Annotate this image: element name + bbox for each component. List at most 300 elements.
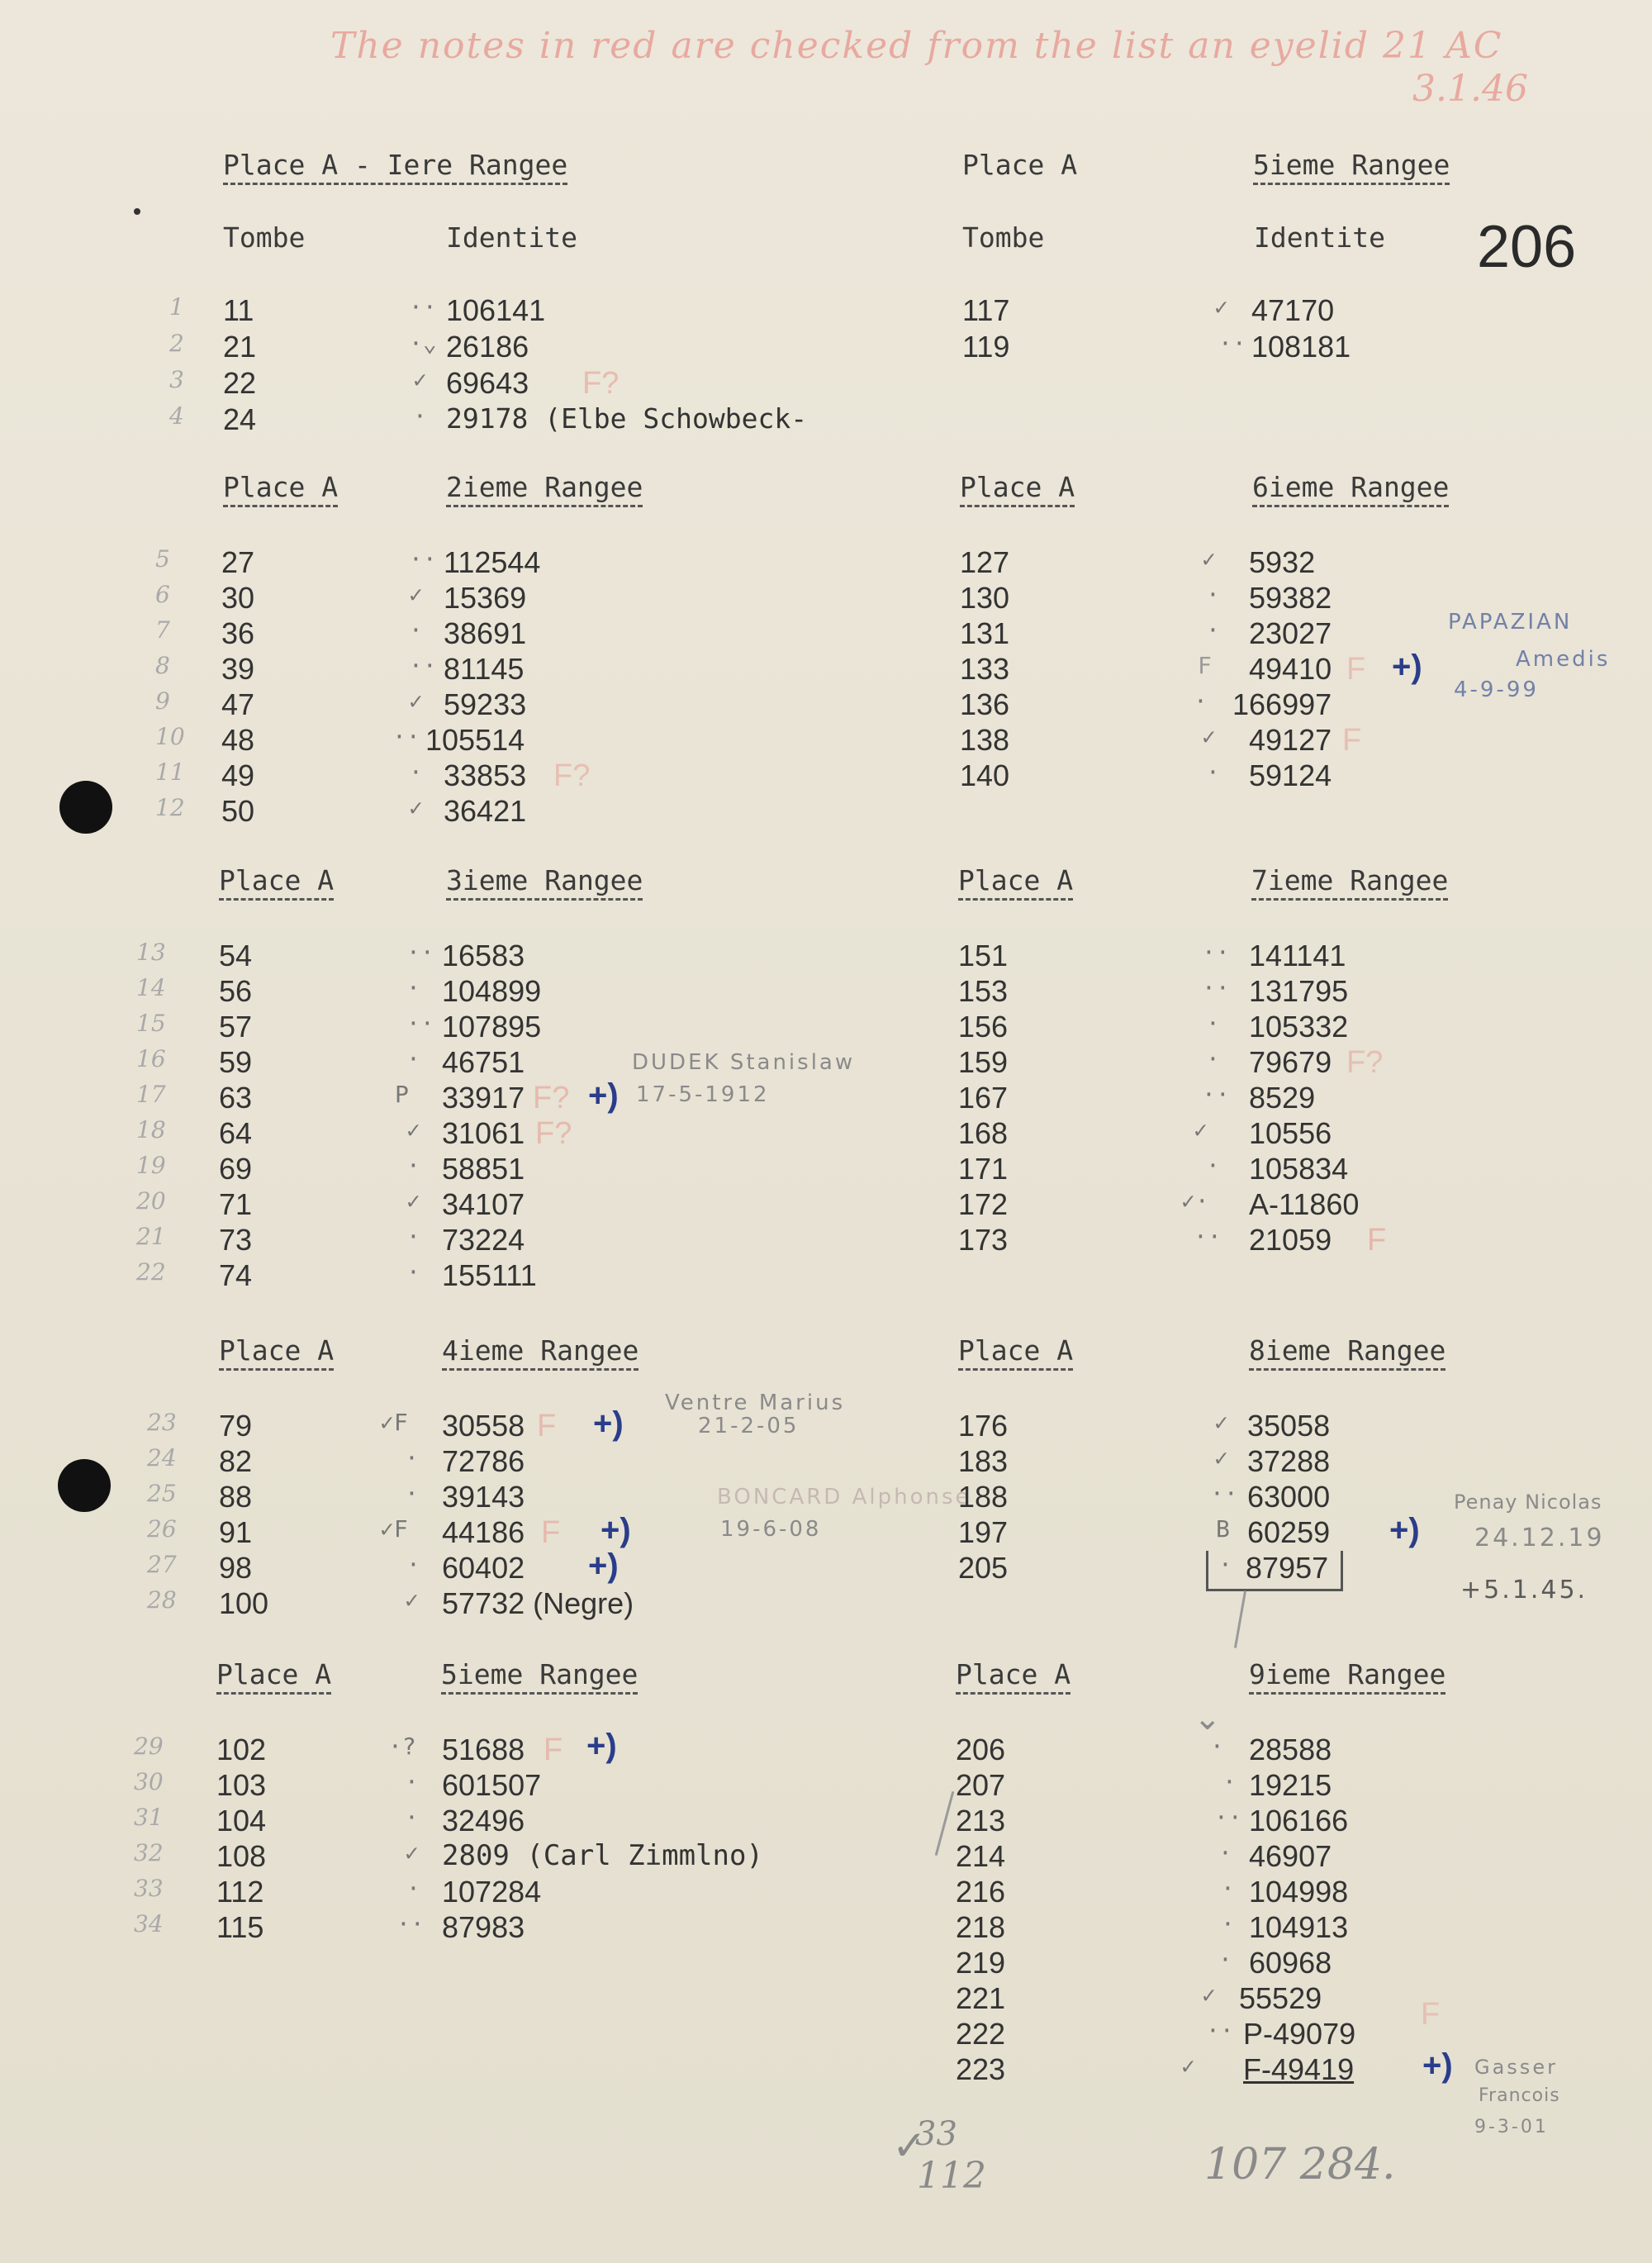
tombe-number: 64 <box>219 1116 253 1150</box>
check-mark: ✓ <box>1202 1981 1216 2009</box>
tombe-number: 172 <box>958 1187 1009 1221</box>
check-mark: · <box>405 1804 419 1831</box>
check-mark: ✓ <box>1214 293 1228 321</box>
identite-number: 10556 <box>1249 1116 1332 1150</box>
section-title <box>962 149 1450 181</box>
ink-dot <box>134 208 140 215</box>
tombe-number: 54 <box>219 939 253 972</box>
identite-number: 35058 <box>1247 1409 1331 1443</box>
identite-number: 107895 <box>442 1010 542 1044</box>
tombe-number: 24 <box>223 402 257 436</box>
identite-number: 87957 <box>1246 1551 1329 1585</box>
identite-number: 8529 <box>1249 1081 1316 1115</box>
deceased-cross: +) <box>1389 1512 1420 1548</box>
check-mark: ✓ <box>1202 723 1216 750</box>
identite-number: 131795 <box>1249 974 1349 1008</box>
row-index: 28 <box>147 1586 177 1614</box>
check-mark: ✓ <box>405 1586 419 1614</box>
place-label: Place A <box>223 471 338 507</box>
row-index: 24 <box>147 1444 177 1471</box>
identite-number: 38691 <box>444 616 527 650</box>
rangee-label: 4ieme Rangee <box>442 1334 638 1371</box>
tombe-number: 206 <box>956 1733 1006 1766</box>
tombe-number: 36 <box>221 616 255 650</box>
row-index: 12 <box>155 794 185 821</box>
tombe-number: 100 <box>219 1586 269 1620</box>
tombe-number: 173 <box>958 1223 1009 1257</box>
red-f-mark: F <box>537 1409 557 1443</box>
tombe-number: 22 <box>223 366 257 400</box>
check-mark: ✓ <box>1194 1116 1208 1143</box>
check-mark: ✓ <box>413 366 427 393</box>
check-mark: ·· <box>406 939 434 966</box>
tombe-number: 167 <box>958 1081 1009 1115</box>
identite-number: 105332 <box>1249 1010 1349 1044</box>
tombe-number: 117 <box>962 293 1010 327</box>
check-mark: ✓ <box>409 687 423 715</box>
tombe-number: 219 <box>956 1946 1006 1980</box>
pencil-name-gasser: Gasser <box>1474 2056 1558 2079</box>
identite-number: 104998 <box>1249 1875 1349 1909</box>
identite-number: 155111 <box>442 1258 537 1292</box>
identite-number: 34107 <box>442 1187 525 1221</box>
red-f-mark: F? <box>582 366 620 401</box>
tombe-number: 183 <box>958 1444 1009 1478</box>
pencil-check-mark: ✓ <box>892 2122 929 2170</box>
pencil-name-dudek: DUDEK Stanislaw <box>632 1050 856 1075</box>
identite-number: 39143 <box>442 1480 525 1514</box>
tombe-number: 115 <box>216 1910 264 1944</box>
row-index: 3 <box>169 366 184 393</box>
check-mark: · <box>1218 1551 1232 1578</box>
tombe-number: 218 <box>956 1910 1006 1944</box>
check-mark: · <box>409 616 423 644</box>
identite-number: 59124 <box>1249 758 1332 792</box>
place-label: Place A <box>219 864 334 901</box>
check-mark: ✓F <box>380 1409 408 1436</box>
pencil-date-papazian: 4-9-99 <box>1454 677 1539 702</box>
tombe-number: 56 <box>219 974 253 1008</box>
rangee-label: 7ieme Rangee <box>1251 864 1448 901</box>
tombe-number: 188 <box>958 1480 1009 1514</box>
rangee-label: 3ieme Rangee <box>446 864 643 901</box>
identite-number: 37288 <box>1247 1444 1331 1478</box>
red-f-mark: F? <box>533 1081 570 1115</box>
identite-number: 81145 <box>444 652 525 686</box>
check-mark: ·· <box>409 293 437 321</box>
place-label: Place A <box>958 1334 1073 1371</box>
identite-number: 36421 <box>444 794 527 828</box>
identite-number: 59233 <box>444 687 527 721</box>
check-mark: ·· <box>1210 1480 1238 1507</box>
identite-number: 107284 <box>442 1875 542 1909</box>
identite-with-name: 29178 (Elbe Schowbeck- <box>446 402 808 435</box>
red-f-mark: F <box>1346 652 1366 687</box>
check-mark: F <box>1198 652 1212 679</box>
tombe-number: 156 <box>958 1010 1009 1044</box>
red-f-mark: F? <box>535 1116 572 1151</box>
identite-number: 21059 <box>1249 1223 1332 1257</box>
tombe-number: 223 <box>956 2052 1006 2086</box>
identite-number: 63000 <box>1247 1480 1331 1514</box>
place-label: Place A <box>956 1658 1070 1695</box>
identite-number: 87983 <box>442 1910 525 1944</box>
deceased-cross: +) <box>1422 2047 1453 2084</box>
tombe-number: 59 <box>219 1045 253 1079</box>
tombe-number: 104 <box>216 1804 267 1837</box>
check-mark: ·· <box>1206 2017 1234 2044</box>
tombe-number: 39 <box>221 652 255 686</box>
identite-number: F-49419 <box>1243 2052 1355 2086</box>
identite-number: 601507 <box>442 1768 542 1802</box>
check-mark: · <box>409 758 423 786</box>
check-mark: · <box>406 1223 420 1250</box>
section-title <box>223 471 643 507</box>
check-mark: ·· <box>1202 974 1230 1001</box>
check-mark: · <box>1222 1768 1237 1795</box>
tombe-number: 30 <box>221 581 255 615</box>
check-mark: ✓ <box>1214 1444 1228 1471</box>
identite-number: 5932 <box>1249 545 1316 579</box>
check-mark: · <box>1206 1152 1220 1179</box>
identite-number: A-11860 <box>1249 1187 1360 1221</box>
pencil-date-boncard: 19-6-08 <box>720 1517 822 1542</box>
check-mark: ✓ <box>409 794 423 821</box>
tombe-number: 153 <box>958 974 1009 1008</box>
identite-number: 26186 <box>446 330 529 364</box>
row-index: 25 <box>147 1480 177 1507</box>
row-index: 34 <box>134 1910 164 1937</box>
row-index: 11 <box>155 758 185 786</box>
page-number: 206 <box>1477 214 1577 280</box>
pencil-name-penay: Penay Nicolas <box>1454 1490 1602 1514</box>
row-index: 26 <box>147 1515 177 1543</box>
identite-with-note: 57732 (Negre) <box>442 1586 634 1620</box>
identite-number: 33917 <box>442 1081 525 1115</box>
bottom-note-112: 112 <box>917 2155 986 2197</box>
identite-number: 15369 <box>444 581 527 615</box>
pencil-death-penay: +5.1.45. <box>1460 1576 1588 1605</box>
check-mark: · <box>1221 1875 1235 1902</box>
boxed-entry-outline <box>1206 1551 1343 1591</box>
tombe-number: 69 <box>219 1152 253 1186</box>
section-title <box>216 1658 638 1695</box>
identite-number: 69643 <box>446 366 529 400</box>
tombe-number: 91 <box>219 1515 253 1549</box>
rangee-label: 5ieme Rangee <box>441 1658 638 1695</box>
row-index: 22 <box>136 1258 166 1286</box>
identite-number: 28588 <box>1249 1733 1332 1766</box>
identite-number: 104913 <box>1249 1910 1349 1944</box>
row-index: 15 <box>136 1010 166 1037</box>
identite-number: 49410 <box>1249 652 1332 686</box>
check-mark: · <box>1206 1010 1220 1037</box>
top-note-date: 3.1.46 <box>1412 68 1528 110</box>
tombe-number: 127 <box>960 545 1010 579</box>
check-mark: P <box>395 1081 409 1108</box>
check-mark: ·· <box>409 652 437 679</box>
red-f-mark: F <box>1342 723 1362 758</box>
row-index: 1 <box>169 293 184 321</box>
tombe-number: 207 <box>956 1768 1006 1802</box>
identite-number: 105514 <box>425 723 525 757</box>
check-mark: B <box>1216 1515 1230 1543</box>
red-f-mark: F? <box>1346 1045 1384 1080</box>
red-f-mark: F <box>541 1515 561 1550</box>
row-index: 29 <box>134 1733 164 1760</box>
identite-number: 31061 <box>442 1116 525 1150</box>
identite-number: 60968 <box>1249 1946 1332 1980</box>
check-mark: ·· <box>396 1910 425 1937</box>
tombe-number: 73 <box>219 1223 253 1257</box>
deceased-cross: +) <box>588 1077 619 1114</box>
check-mark: ·? <box>388 1733 416 1760</box>
deceased-cross: +) <box>588 1547 619 1584</box>
section-title <box>958 864 1449 901</box>
check-mark: · <box>413 402 427 430</box>
tombe-number: 119 <box>962 330 1010 364</box>
identite-number: 47170 <box>1251 293 1335 327</box>
tombe-number: 171 <box>958 1152 1009 1186</box>
check-mark: ✓ <box>406 1187 420 1215</box>
red-f-mark: F? <box>553 758 591 793</box>
tombe-number: 98 <box>219 1551 253 1585</box>
tombe-number: 131 <box>960 616 1010 650</box>
tombe-number: 50 <box>221 794 255 828</box>
pencil-date-penay: 24.12.19 <box>1474 1524 1605 1552</box>
punch-hole-bottom <box>58 1459 111 1512</box>
tombe-number: 27 <box>221 545 255 579</box>
deceased-cross: +) <box>601 1512 631 1548</box>
check-mark: · <box>1218 1839 1232 1866</box>
row-index: 21 <box>136 1223 166 1250</box>
check-mark: ✓ <box>1214 1409 1228 1436</box>
check-mark: · <box>406 1875 420 1902</box>
pencil-date-ventre: 21-2-05 <box>698 1414 800 1438</box>
section-title <box>223 149 567 185</box>
check-mark: · <box>405 1768 419 1795</box>
check-mark: ✓ <box>405 1839 419 1866</box>
identite-number: 23027 <box>1249 616 1332 650</box>
check-mark: · <box>405 1480 419 1507</box>
identite-number: 59382 <box>1249 581 1332 615</box>
tombe-number: 71 <box>219 1187 253 1221</box>
identite-number: 108181 <box>1251 330 1351 364</box>
rangee-label: 2ieme Rangee <box>446 471 643 507</box>
section-title <box>219 864 643 901</box>
tombe-number: 57 <box>219 1010 253 1044</box>
row-index: 23 <box>147 1409 177 1436</box>
check-mark: · <box>1210 1733 1224 1760</box>
check-mark: ✓ <box>406 1116 420 1143</box>
top-handwritten-note: The notes in red are checked from the list an eyelid 21 AC <box>330 25 1503 67</box>
row-index: 6 <box>155 581 170 608</box>
row-index: 31 <box>134 1804 164 1831</box>
identite-number: 141141 <box>1249 939 1346 972</box>
tombe-number: 130 <box>960 581 1010 615</box>
tombe-number: 197 <box>958 1515 1009 1549</box>
tombe-number: 102 <box>216 1733 267 1766</box>
check-mark: · <box>406 1258 420 1286</box>
row-index: 30 <box>134 1768 164 1795</box>
punch-hole-top <box>59 781 112 834</box>
col-header-identite: Identite <box>446 221 577 254</box>
identite-number: 33853 <box>444 758 527 792</box>
check-mark: · <box>406 1152 420 1179</box>
row-index: 2 <box>169 330 184 357</box>
identite-with-name: 2809 (Carl Zimmlno) <box>442 1839 763 1872</box>
tombe-number: 159 <box>958 1045 1009 1079</box>
identite-number: 106141 <box>446 293 546 327</box>
identite-number: 46751 <box>442 1045 525 1079</box>
check-mark: · <box>1206 1045 1220 1072</box>
tombe-number: 88 <box>219 1480 253 1514</box>
tombe-number: 213 <box>956 1804 1006 1837</box>
col-header-tombe: Tombe <box>223 221 306 254</box>
check-mark: · <box>406 974 420 1001</box>
pencil-date-dudek: 17-5-1912 <box>636 1082 770 1107</box>
tombe-number: 168 <box>958 1116 1009 1150</box>
check-mark: · <box>1206 581 1220 608</box>
tombe-number: 103 <box>216 1768 267 1802</box>
place-label: Place A <box>216 1658 331 1695</box>
identite-number: 55529 <box>1239 1981 1322 2015</box>
check-mark: ·· <box>409 545 437 573</box>
identite-number: 46907 <box>1249 1839 1332 1873</box>
tombe-number: 112 <box>216 1875 264 1909</box>
check-mark: · <box>1194 687 1208 715</box>
section-title <box>219 1334 639 1371</box>
tombe-number: 108 <box>216 1839 267 1873</box>
rangee-label: 5ieme Rangee <box>1253 149 1450 185</box>
deceased-cross: +) <box>586 1728 617 1764</box>
check-mark: ·· <box>1214 1804 1242 1831</box>
row-index: 16 <box>136 1045 166 1072</box>
row-index: 5 <box>155 545 170 573</box>
pencil-first-papazian: Amedis <box>1516 647 1611 672</box>
row-index: 33 <box>134 1875 164 1902</box>
identite-number: 30558 <box>442 1409 525 1443</box>
tombe-number: 48 <box>221 723 255 757</box>
col-header-tombe: Tombe <box>962 221 1045 254</box>
tombe-number: 63 <box>219 1081 253 1115</box>
identite-number: P-49079 <box>1243 2017 1356 2051</box>
identite-number: 58851 <box>442 1152 525 1186</box>
tombe-number: 214 <box>956 1839 1006 1873</box>
identite-number: 104899 <box>442 974 542 1008</box>
check-mark: ·· <box>392 723 420 750</box>
identite-number: 166997 <box>1232 687 1332 721</box>
pencil-first-gasser: Francois <box>1479 2085 1560 2106</box>
red-f-mark: F <box>1367 1223 1387 1257</box>
check-mark: · <box>1206 616 1220 644</box>
place-label: Place A <box>958 864 1073 901</box>
identite-number: 105834 <box>1249 1152 1349 1186</box>
row-index: 14 <box>136 974 166 1001</box>
check-mark: ✓ <box>1181 2052 1195 2080</box>
row-index: 10 <box>155 723 185 750</box>
identite-number: 106166 <box>1249 1804 1349 1837</box>
check-mark: ✓ <box>1202 545 1216 573</box>
row-index: 9 <box>155 687 170 715</box>
pencil-stroke <box>1234 1590 1246 1647</box>
row-index: 19 <box>136 1152 166 1179</box>
row-index: 8 <box>155 652 170 679</box>
check-mark: · <box>406 1551 420 1578</box>
row-index: 4 <box>169 402 184 430</box>
identite-number: 79679 <box>1249 1045 1332 1079</box>
red-f-mark: F <box>544 1733 563 1767</box>
check-mark: ·· <box>1194 1223 1222 1250</box>
section-title <box>958 1334 1446 1371</box>
deceased-cross: +) <box>1392 649 1422 685</box>
bottom-note-total: 107 284. <box>1204 2140 1396 2189</box>
tombe-number: 82 <box>219 1444 253 1478</box>
tombe-number: 221 <box>956 1981 1006 2015</box>
row-index: 17 <box>136 1081 166 1108</box>
identite-number: 32496 <box>442 1804 525 1837</box>
tombe-number: 205 <box>958 1551 1009 1585</box>
tombe-number: 136 <box>960 687 1010 721</box>
tombe-number: 21 <box>223 330 257 364</box>
pencil-name-ventre: Ventre Marius <box>665 1391 846 1415</box>
identite-number: 112544 <box>444 545 541 579</box>
tombe-number: 151 <box>958 939 1009 972</box>
identite-number: 49127 <box>1249 723 1332 757</box>
check-mark: · <box>1206 758 1220 786</box>
tombe-number: 176 <box>958 1409 1009 1443</box>
tombe-number: 140 <box>960 758 1010 792</box>
check-mark: · <box>1221 1910 1235 1937</box>
pencil-date-gasser: 9-3-01 <box>1474 2117 1549 2137</box>
check-mark: ✓ <box>409 581 423 608</box>
check-mark: · <box>1218 1946 1232 1973</box>
check-mark: ·· <box>1202 939 1230 966</box>
row-index: 13 <box>136 939 166 966</box>
identite-number: 73224 <box>442 1223 525 1257</box>
rangee-label: 9ieme Rangee <box>1249 1658 1446 1695</box>
rangee-label: 6ieme Rangee <box>1252 471 1449 507</box>
row-index: 27 <box>147 1551 177 1578</box>
pencil-name-papazian: PAPAZIAN <box>1448 610 1573 635</box>
pencil-stroke <box>935 1791 955 1856</box>
tombe-number: 11 <box>223 293 254 327</box>
pencil-name-boncard: BONCARD Alphonse <box>717 1485 971 1509</box>
identite-number: 44186 <box>442 1515 525 1549</box>
check-mark: ·· <box>1218 330 1246 357</box>
check-mark: ✓· <box>1181 1187 1209 1215</box>
identite-number: 51688 <box>442 1733 525 1766</box>
place-label: Place A <box>219 1334 334 1371</box>
check-mark: · <box>405 1444 419 1471</box>
check-mark: · <box>406 1045 420 1072</box>
place-label: Place A - Iere Rangee <box>223 149 567 185</box>
identite-number: 19215 <box>1249 1768 1332 1802</box>
check-mark: ·⌄ <box>409 330 437 357</box>
row-index: 7 <box>155 616 170 644</box>
tombe-number: 222 <box>956 2017 1006 2051</box>
check-mark: ✓F <box>380 1515 408 1543</box>
tombe-number: 47 <box>221 687 255 721</box>
section-title <box>956 1658 1446 1695</box>
section-title <box>960 471 1450 507</box>
tombe-number: 133 <box>960 652 1010 686</box>
tombe-number: 79 <box>219 1409 253 1443</box>
row-index: 20 <box>136 1187 166 1215</box>
tombe-number: 49 <box>221 758 255 792</box>
identite-number: 16583 <box>442 939 525 972</box>
identite-number: 72786 <box>442 1444 525 1478</box>
